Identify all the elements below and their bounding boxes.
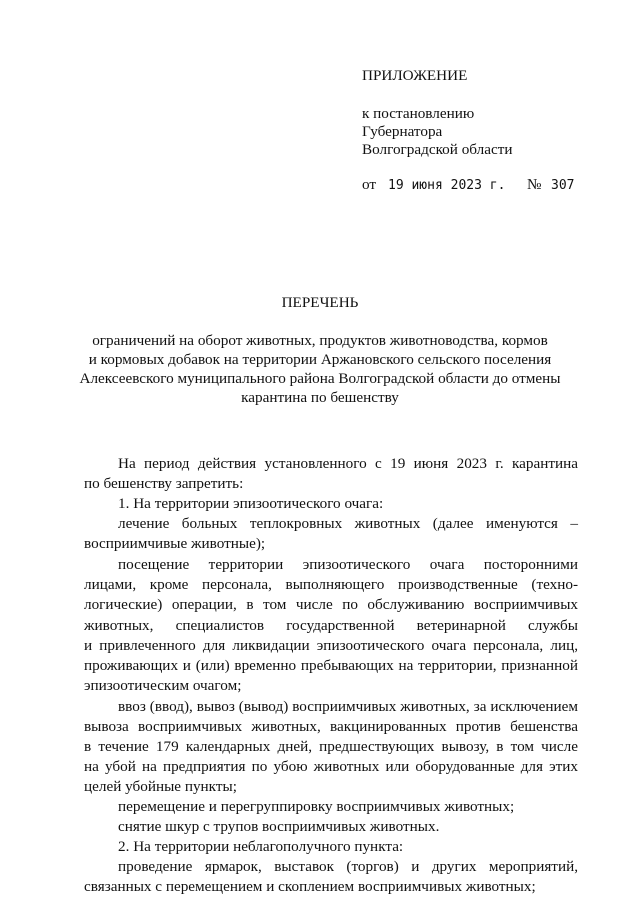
body-line: На период действия установленного с 19 июня 2023 г. карантина [118, 455, 578, 472]
number-value: 307 [551, 178, 575, 193]
body-line: снятие шкур с трупов восприимчивых животных. [118, 818, 440, 835]
title-subline-3: Алексеевского муниципального района Волгоградской области до отмены [79, 370, 561, 387]
body-line: посещение территории эпизоотического очага посторонними [118, 556, 578, 573]
body-line: целей убойные пункты; [84, 778, 237, 795]
body-line: 2. На территории неблагополучного пункта: [118, 838, 404, 855]
body-line: связанных с перемещением и скоплением восприимчивых животных; [84, 878, 536, 895]
header-line-2: Губернатора [362, 123, 443, 140]
body-line: и привлеченного для ликвидации эпизоотического очага персонала, лиц, [84, 637, 578, 654]
body-line: перемещение и перегруппировку восприимчивых животных; [118, 798, 515, 815]
body-line: лицами, кроме персонала, выполняющего производственные (техно- [84, 576, 578, 593]
body-line: животных, специалистов государственной ветеринарной службы [84, 617, 578, 634]
body-line: вывоза восприимчивых животных, вакцинированных против бешенства [84, 718, 578, 735]
title-subline-1: ограничений на оборот животных, продуктов животноводства, кормов [92, 332, 548, 349]
body-line: по бешенству запретить: [84, 475, 244, 492]
body-line: проживающих и (или) временно пребывающих на территории, признанной [84, 657, 578, 674]
body-line: в течение 179 календарных дней, предшествующих вывозу, в том числе [84, 738, 578, 755]
date-prefix: от [362, 176, 377, 193]
header-line-1: к постановлению [362, 105, 475, 122]
body-line: 1. На территории эпизоотического очага: [118, 495, 384, 512]
body-line: лечение больных теплокровных животных (далее именуются – [118, 515, 578, 532]
body-line: ввоз (ввод), вывоз (вывод) восприимчивых животных, за исключением [118, 698, 578, 715]
header-line-3: Волгоградской области [362, 141, 513, 158]
body-line: эпизоотическим очагом; [84, 677, 242, 694]
body-line: восприимчивые животные); [84, 535, 266, 552]
appendix-heading: ПРИЛОЖЕНИЕ [362, 67, 468, 84]
body-line: проведение ярмарок, выставок (торгов) и других мероприятий, [118, 858, 578, 875]
number-prefix: № [527, 176, 542, 193]
body-line: на убой на предприятия по убою животных или оборудованные для этих [84, 758, 578, 775]
title-subline-2: и кормовых добавок на территории Аржановского сельского поселения [88, 351, 552, 368]
document-title: ПЕРЕЧЕНЬ [281, 294, 359, 311]
title-subline-4: карантина по бешенству [241, 389, 399, 406]
date-value: 19 июня 2023 г. [388, 178, 506, 193]
body-line: логические) операции, в том числе по обслуживанию восприимчивых [84, 596, 578, 613]
